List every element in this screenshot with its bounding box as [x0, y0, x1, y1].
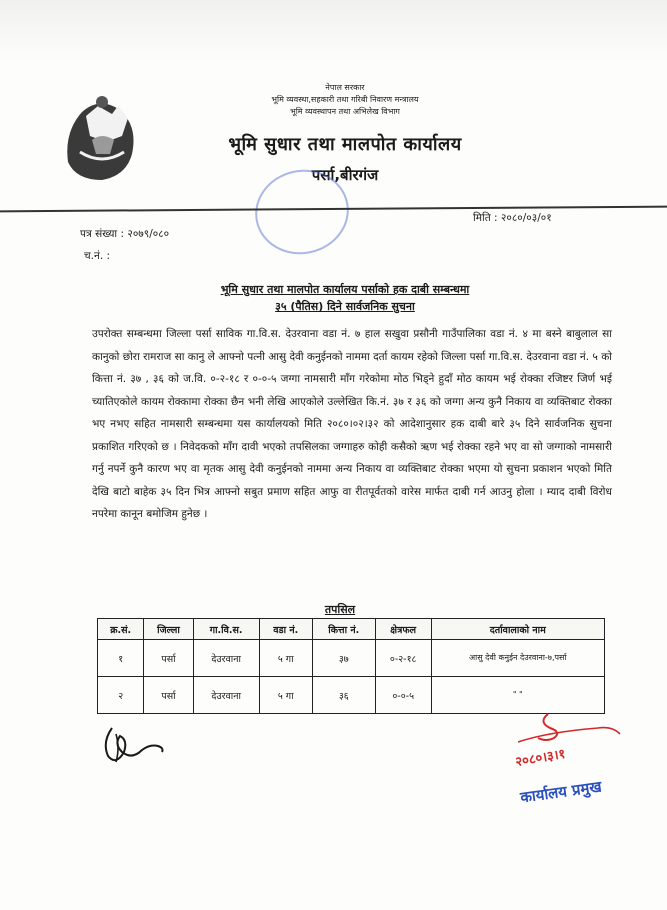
table-header-row [98, 619, 605, 640]
department-name: भूमि व्यवस्थापन तथा अभिलेख विभाग [290, 107, 400, 116]
office-head-stamp: कार्यालय प्रमुख [519, 777, 603, 807]
stamp-date: २०८०।३।१ [514, 746, 567, 771]
letter-date: मिति : २०८०/०३/०१ [473, 212, 552, 224]
page-edge-shadow [0, 0, 667, 60]
cell-ward: ५ गा [259, 677, 312, 714]
government-name: नेपाल सरकार [325, 83, 365, 92]
handwritten-signature-left [98, 722, 168, 768]
cell-district: पर्सा [144, 640, 193, 677]
header-owner: दर्तावालाको नाम [431, 619, 604, 640]
header-ward: वडा नं. [259, 619, 312, 640]
reference-number: पत्र संख्या : २०७९/०८० [80, 228, 170, 240]
office-name: भूमि सुधार तथा मालपोत कार्यालय [228, 134, 462, 155]
cell-vdc: देउरवाना [193, 677, 259, 714]
cell-serial: १ [98, 640, 144, 677]
dispatch-number: च.नं. : [84, 250, 111, 262]
subject-heading [150, 281, 540, 315]
government-header [200, 82, 490, 118]
header-serial: क्र.सं. [98, 619, 144, 640]
subject-line-1: भूमि सुधार तथा मालपोत कार्यालय पर्साको हक दाबी सम्बन्धमा [220, 283, 470, 296]
cell-ward: ५ गा [259, 640, 312, 677]
cell-owner: " " [431, 677, 604, 714]
notice-body: उपरोक्त सम्बन्धमा जिल्ला पर्सा साविक गा.वि.स. देउरवाना वडा नं. ७ हाल सखुवा प्रसौनी गाउँपालिका वडा नं. ४ मा बस्ने बाबुलाल सा कानुको छोरा रामराज सा कानु ले आफ्नो पत्नी आसु देवी कनुईनको नाममा दर्ता कायम रहेको जिल्ला पर्सा गा.वि.स. देउरवाना वडा नं. ५ को कित्ता नं. ३७ , ३६ को ज.वि. ०-२-१८ र ०-०-५ जग्गा नामसारी माँग गरेकोमा मोठ भिड्ने हुदाँ मोठ कायम भई रोक्का रजिष्टर जिर्ण भई च्यातिएकोले कायम रोक्कामा रोक्का छैन भनी लेखि आएकोले उल्लेखित कि.नं. ३७ र ३६ को जग्गा अन्य कुनै निकाय वा व्यक्तिबाट रोक्का भए नभए सहित नामसारी सम्बन्धमा यस कार्यालयको मिति २०८०।०२।३२ को आदेशानुसार हक दाबी बारे ३५ दिने सार्वजनिक सुचना प्रकाशित गरिएको छ । निवेदकको माँग दावी भएको तपसिलका जग्गाहरु कोही कसैको ऋण भई रोक्का रहने भए वा सो जग्गाको नामसारी गर्नु नपर्ने कुनै कारण भए वा मृतक आसु देवी कनुईनको नाममा अन्य निकाय वा व्यक्तिबाट रोक्का भएमा यो सुचना प्रकाशन भएको मिति देखि बाटो बाहेक ३५ दिन भित्र आफ्नो सबुत प्रमाण सहित आफु वा रीतपूर्वतको वारेस मार्फत दाबी गर्न आउनु होला । म्याद दाबी विरोध नपरेमा कानून बमोजिम हुनेछ । [92, 328, 613, 520]
ministry-name: भूमि व्यवस्था,सहकारी तथा गरिबी निवारण मन्त्रालय [271, 95, 419, 104]
cell-area: ०-०-५ [375, 677, 431, 714]
cell-area: ०-२-१८ [375, 640, 431, 677]
office-place: पर्सा,बीरगंज [311, 166, 379, 184]
table-caption: तपसिल [324, 603, 356, 616]
header-vdc: गा.वि.स. [193, 619, 259, 640]
cell-vdc: देउरवाना [193, 640, 259, 677]
header-district: जिल्ला [144, 619, 193, 640]
cell-plot: ३७ [312, 640, 375, 677]
cell-serial: २ [98, 677, 144, 714]
nepal-emblem-icon [62, 92, 140, 184]
land-parcel-table [97, 618, 605, 714]
cell-district: पर्सा [144, 677, 193, 714]
cell-plot: ३६ [312, 677, 375, 714]
cell-owner: आसु देवी कनुईन देउरवाना-७,पर्सा [431, 640, 604, 677]
header-plot: कित्ता नं. [312, 619, 375, 640]
header-area: क्षेत्रफल [375, 619, 431, 640]
table-row [98, 640, 605, 677]
subject-line-2: ३५ (पैतिस) दिने सार्वजनिक सुचना [275, 300, 415, 313]
